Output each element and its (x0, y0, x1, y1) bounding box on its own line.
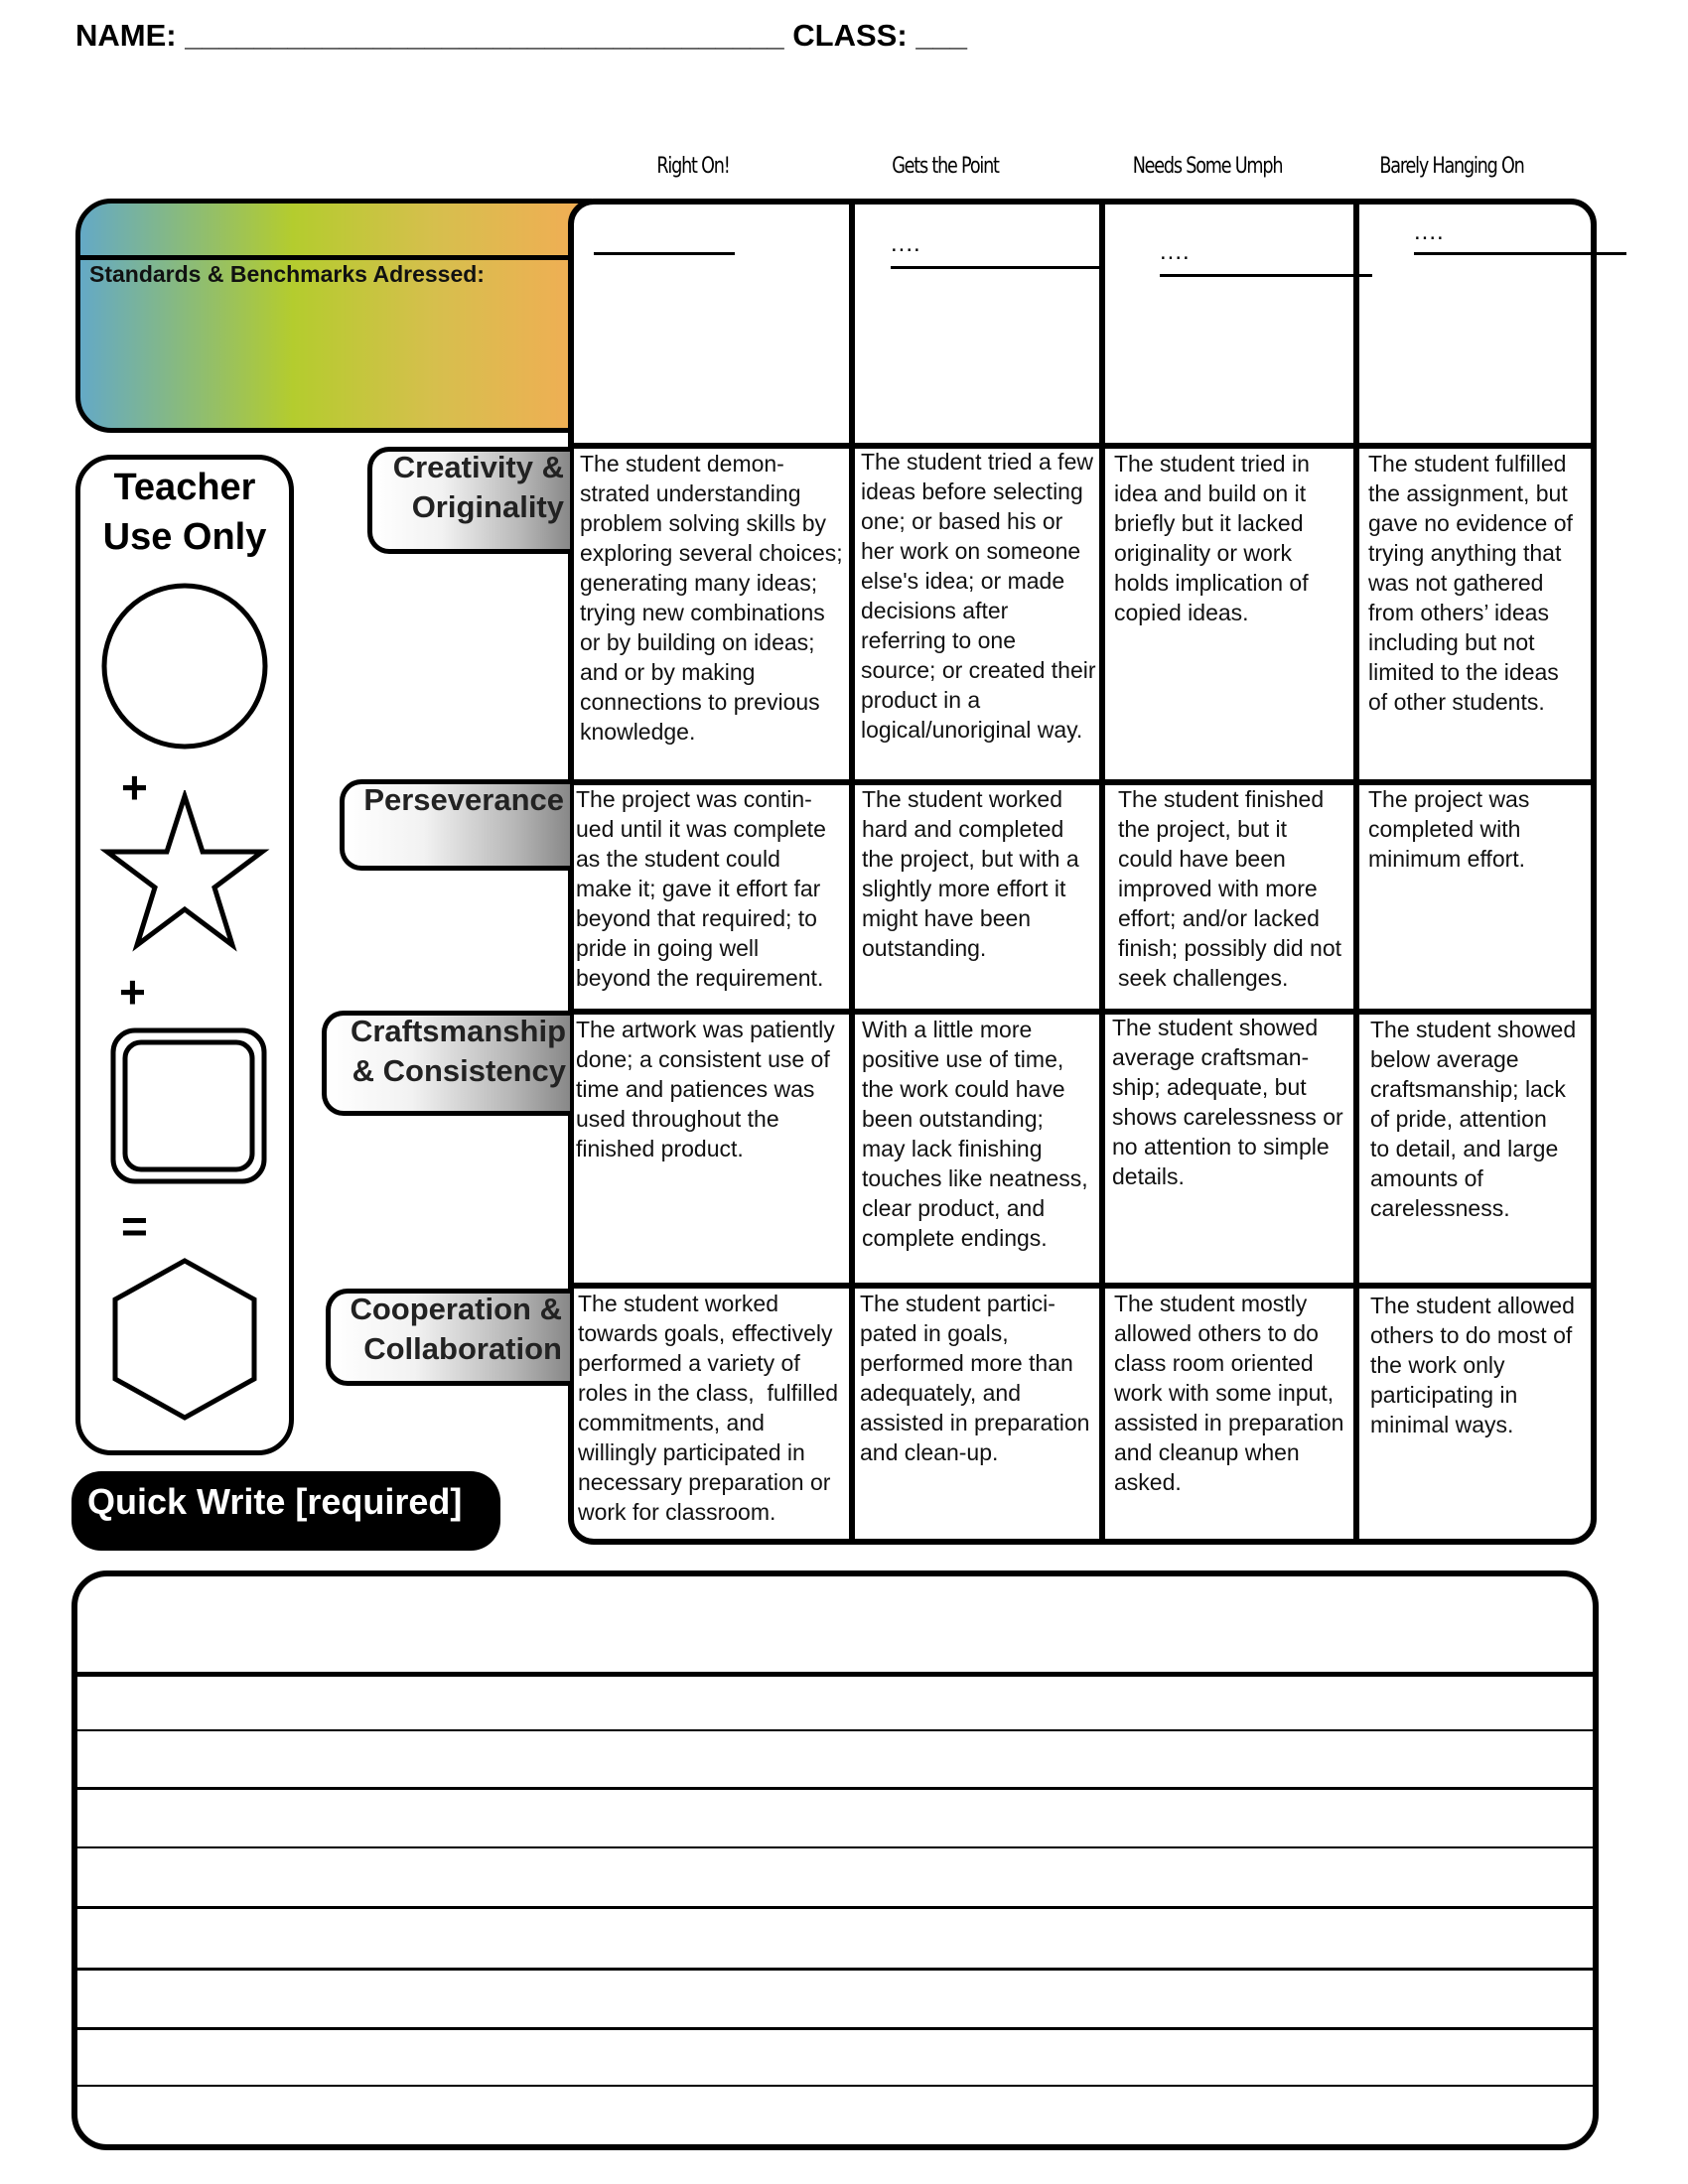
rounded-square-icon[interactable] (109, 1026, 268, 1185)
writing-line (77, 1846, 1593, 1848)
standard-blank[interactable] (1414, 252, 1626, 255)
rubric-cell: The student showed below average craftsmanship; lack of pride, attention to detail, and large amounts of carelessness. (1370, 1017, 1577, 1221)
class-label: CLASS: (792, 18, 908, 53)
writing-line (77, 1906, 1593, 1909)
name-class-line (75, 18, 967, 54)
rubric-cell: The student worked hard and completed the project, but with a slightly more effort it might have been outstanding. (862, 786, 1079, 961)
rubric-cell: The project was contin- ued until it was complete as the student could make it; gave it effort far beyond that required; to pride in going well beyond the requirement. (576, 786, 826, 991)
standard-mark: .... (1160, 238, 1191, 265)
rubric-cell: The student showed average craftsman- ship; adequate, but shows carelessness or no attention to simple details. (1112, 1015, 1343, 1189)
standard-blank[interactable] (1160, 274, 1372, 277)
rubric-cell: The student partici- pated in goals, performed more than adequately, and assisted in preparation and clean-up. (860, 1291, 1090, 1465)
name-blank[interactable]: ___________________________________ (185, 18, 784, 53)
hexagon-icon[interactable] (109, 1255, 260, 1424)
writing-line (77, 1729, 1593, 1731)
standard-blank[interactable] (891, 266, 1099, 269)
category-label-cooperation: Cooperation & Collaboration (350, 1292, 562, 1366)
rubric-cell: The student allowed others to do most of the work only participating in minimal ways. (1370, 1293, 1575, 1437)
rubric-cell: The student finished the project, but it could have been improved with more effort; and/or lacked finish; possibly did not seek challenges. (1118, 786, 1342, 991)
equals-operator: = (121, 1200, 148, 1252)
teacher-use-title: Teacher Use Only (102, 467, 267, 558)
rubric-cell: The student tried in idea and build on it briefly but it lacked originality or work holds implication of copied ideas. (1114, 451, 1310, 625)
rubric-cell: The artwork was patiently done; a consistent use of time and patiences was used throughout the finished product. (576, 1017, 835, 1161)
column-heading-needs-some-umph: Needs Some Umph (1132, 154, 1283, 179)
rubric-cell: The project was completed with minimum effort. (1368, 786, 1530, 872)
standard-blank[interactable] (594, 252, 735, 255)
standard-mark: .... (1414, 218, 1445, 245)
rubric-cell: The student mostly allowed others to do class room oriented work with some input, assisted in preparation and cleanup when asked. (1114, 1291, 1344, 1495)
rubric-cell: With a little more positive use of time, the work could have been outstanding; may lack finishing touches like neatness, clear product, and complete endings. (862, 1017, 1088, 1251)
rubric-cell: The student fulfilled the assignment, but gave no evidence of trying anything that was not gathered from others’ ideas including but not limited to the ideas of other students. (1368, 451, 1573, 715)
column-heading-barely-hanging-on: Barely Hanging On (1379, 154, 1524, 179)
class-blank[interactable]: ___ (915, 18, 968, 53)
category-label-perseverance: Perseverance (363, 782, 564, 817)
plus-operator: + (121, 761, 148, 813)
rubric-cell: The student worked towards goals, effectively performed a variety of roles in the class, fulfilled commitments, and willingly participated in necessary preparation or work for classroom. (578, 1291, 839, 1525)
column-heading-right-on: Right On! (656, 154, 730, 179)
rubric-divider (1353, 199, 1359, 1545)
standards-box (75, 199, 592, 433)
star-icon[interactable] (99, 790, 270, 957)
writing-line (77, 1787, 1593, 1790)
plus-operator: + (119, 966, 146, 1018)
name-label: NAME: (75, 18, 177, 53)
category-label-craftsmanship: Craftsmanship & Consistency (350, 1014, 566, 1088)
standards-label: Standards & Benchmarks Adressed: (89, 261, 485, 287)
writing-line (77, 1672, 1593, 1677)
writing-line (77, 1968, 1593, 1971)
circle-icon[interactable] (99, 581, 270, 751)
standard-mark: .... (891, 230, 921, 257)
writing-line (77, 2085, 1593, 2087)
rubric-cell: The student tried a few ideas before selecting one; or based his or her work on someone else's idea; or made decisions after referring to one source; or created their product in a logical/unoriginal way. (861, 449, 1096, 743)
quick-write-label: Quick Write [required] (87, 1481, 463, 1522)
writing-line (77, 2027, 1593, 2030)
category-label-creativity: Creativity & Originality (392, 450, 564, 524)
rubric-cell: The student demon- strated understanding problem solving skills by exploring several choices; generating many ideas; trying new combinations or by building on ideas; and or by making connections to previous knowledge. (580, 451, 843, 745)
quick-write-area[interactable] (71, 1570, 1599, 2150)
column-heading-gets-the-point: Gets the Point (892, 154, 999, 179)
